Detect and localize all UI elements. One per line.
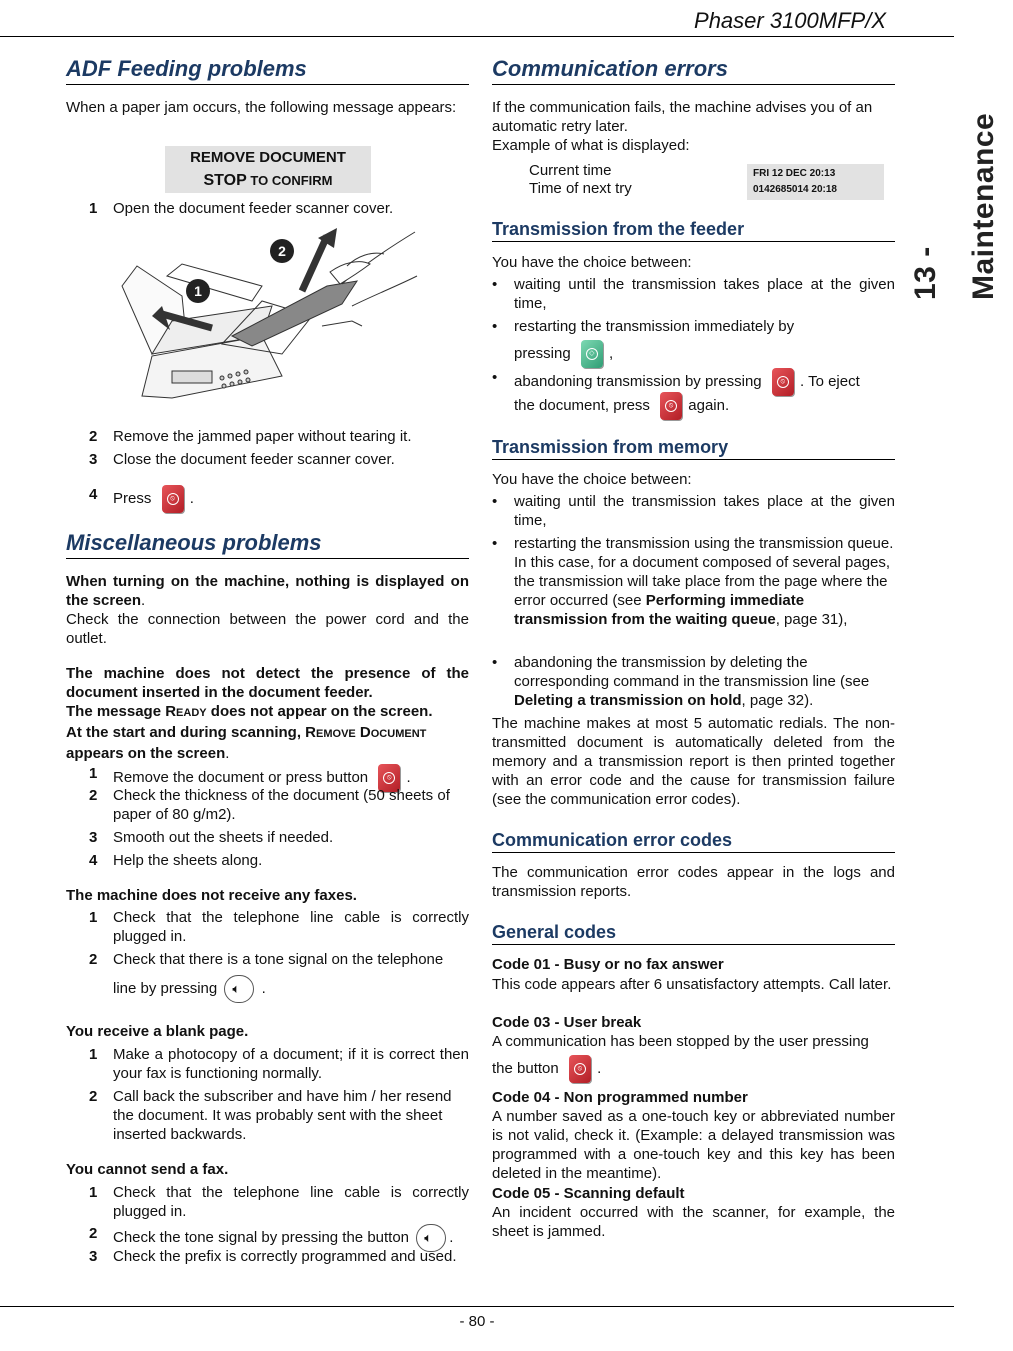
label-current-time: Current time: [529, 162, 612, 179]
stop-key-icon: ⦸: [660, 392, 682, 420]
document-title: Phaser 3100MFP/X: [694, 8, 886, 33]
misc-q1: When turning on the machine, nothing is displayed on the screen. Check the connection between the power cord and the outlet.: [66, 573, 469, 647]
feeder-bullet-1: • waiting until the transmission takes place at the given time,: [492, 276, 895, 312]
section-heading-memory: Transmission from memory: [492, 436, 895, 460]
code-03-title: Code 03 - User break: [492, 1014, 642, 1031]
section-heading-misc: Miscellaneous problems: [66, 530, 469, 559]
section-heading-feeder: Transmission from the feeder: [492, 218, 895, 242]
comm-example-label: Example of what is displayed:: [492, 137, 690, 154]
code-04-text: A number saved as a one-touch key or abbreviated number is not valid, check it. (Example: a delayed transmission was programmed with a one-touch key and this key has been deleted in the meantime).: [492, 1108, 895, 1182]
page-number: - 80 -: [459, 1313, 495, 1330]
memory-bullet-3: • abandoning the transmission by deleting the corresponding command in the transmission line (see Deleting a transmission on hold, page 32).: [492, 654, 870, 709]
code-05-title: Code 05 - Scanning default: [492, 1185, 685, 1202]
adf-step-4: 4 Press ⦸ .: [89, 481, 469, 511]
code-03-text: A communication has been stopped by the user pressing the button ⦸ .: [492, 1032, 895, 1083]
illustration-label-1: 1: [194, 283, 202, 299]
label-next-try: Time of next try: [529, 180, 632, 197]
stop-key-icon: ⦸: [772, 368, 794, 396]
memory-intro: You have the choice between:: [492, 471, 692, 488]
lcd-retry-display: [747, 164, 884, 200]
lcd-current-time: FRI 12 DEC 20:13: [753, 168, 836, 179]
lcd-next-try: 0142685014 20:18: [753, 184, 837, 195]
lcd-message-remove-document: [165, 146, 371, 193]
code-01-title: Code 01 - Busy or no fax answer: [492, 956, 724, 973]
stop-key-icon: ⦸: [162, 485, 184, 513]
feeder-bullet-2: • restarting the transmission immediately by pressing ◇ ,: [492, 317, 895, 367]
lcd-line-1: REMOVE DOCUMENT: [190, 149, 346, 166]
stop-key-icon: ⦸: [569, 1055, 591, 1083]
section-heading-comm-errors: Communication errors: [492, 56, 895, 85]
section-heading-general-codes: General codes: [492, 921, 895, 945]
footer-rule: [0, 1306, 954, 1307]
lcd-line-2: STOP TO CONFIRM: [203, 172, 333, 189]
start-key-icon: ◇: [581, 340, 603, 368]
header-rule: [0, 36, 954, 37]
code-05-text: An incident occurred with the scanner, for example, the sheet is jammed.: [492, 1204, 895, 1240]
code-04-title: Code 04 - Non programmed number: [492, 1089, 748, 1106]
misc-q5: You cannot send a fax.: [66, 1161, 229, 1178]
stop-key-icon: ⦸: [378, 764, 400, 792]
feeder-bullet-3: • abandoning transmission by pressing ⦸ . To eject the document, press ⦸ again.: [492, 364, 895, 419]
memory-bullet-2: • restarting the transmission using the transmission queue. In this case, for a document composed of several pages, the transmission will take place from the page where the error occurred (see Performing immediate transmission from the waiting queue, page 31),: [492, 535, 894, 628]
error-codes-intro: The communication error codes appear in the logs and transmission reports.: [492, 864, 895, 900]
memory-bullet-1: • waiting until the transmission takes place at the given time,: [492, 493, 895, 529]
feeder-intro: You have the choice between:: [492, 254, 692, 271]
document-feeder-illustration: [112, 226, 418, 398]
misc-q2: The machine does not detect the presence of the document inserted in the document feeder. The message READY does not appear on the screen. At the start and during scanning, REMOVE DOCUMENT appears on the screen.: [66, 665, 469, 762]
memory-paragraph: The machine makes at most 5 automatic redials. The non-transmitted document is automatically deleted from the memory and a transmission report is then printed together with an error code and the cause for transmission failure (see the communication error codes).: [492, 715, 895, 808]
misc-q5-step-2: 2 Check the tone signal by pressing the button 🔈︎ .: [89, 1219, 469, 1249]
comm-intro: If the communication fails, the machine advises you of an automatic retry later.: [492, 99, 873, 135]
section-heading-error-codes: Communication error codes: [492, 829, 895, 853]
illustration-label-2: 2: [278, 243, 286, 259]
chapter-side-title: 13 - Maintenance: [909, 112, 1000, 300]
code-01-text: This code appears after 6 unsatisfactory attempts. Call later.: [492, 976, 892, 993]
misc-q3: The machine does not receive any faxes.: [66, 887, 357, 904]
speaker-key-icon: 🔈︎: [416, 1224, 446, 1252]
section-heading-adf: ADF Feeding problems: [66, 56, 469, 85]
adf-intro: When a paper jam occurs, the following message appears:: [66, 99, 457, 116]
speaker-key-icon: 🔈︎: [224, 975, 254, 1003]
misc-q4: You receive a blank page.: [66, 1023, 249, 1040]
